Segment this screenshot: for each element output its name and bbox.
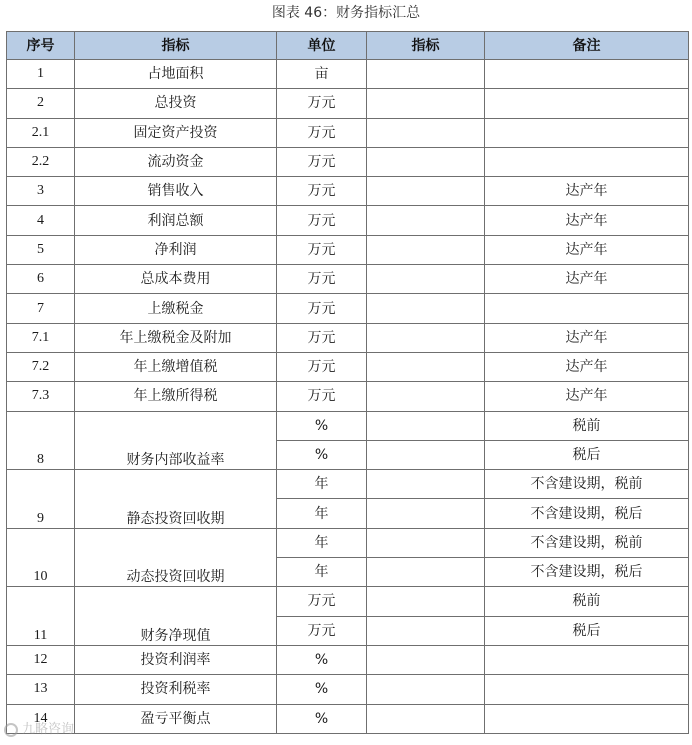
cell-serial-no: 3 <box>7 177 75 206</box>
cell-value <box>367 645 485 674</box>
table-row <box>7 411 689 440</box>
table-row <box>7 645 689 674</box>
cell-indicator: 财务内部收益率 <box>75 411 277 470</box>
cell-unit: 万元 <box>277 265 367 294</box>
cell-serial-no: 4 <box>7 206 75 235</box>
cell-unit: 万元 <box>277 616 367 645</box>
table-row <box>7 206 689 235</box>
cell-value <box>367 89 485 118</box>
cell-remarks <box>485 60 689 89</box>
cell-value <box>367 206 485 235</box>
cell-indicator: 财务净现值 <box>75 587 277 646</box>
cell-indicator: 流动资金 <box>75 147 277 176</box>
table-row <box>7 528 689 557</box>
cell-serial-no: 5 <box>7 235 75 264</box>
cell-remarks <box>485 704 689 733</box>
cell-value <box>367 411 485 440</box>
cell-value <box>367 118 485 147</box>
table-row <box>7 294 689 323</box>
cell-unit: 亩 <box>277 60 367 89</box>
cell-indicator: 投资利税率 <box>75 675 277 704</box>
table-row <box>7 470 689 499</box>
cell-remarks: 税后 <box>485 616 689 645</box>
cell-value <box>367 235 485 264</box>
cell-remarks <box>485 675 689 704</box>
cell-remarks: 税后 <box>485 440 689 469</box>
table-caption: 图表 46：财务指标汇总 <box>271 5 421 21</box>
cell-serial-no: 6 <box>7 265 75 294</box>
cell-value <box>367 528 485 557</box>
cell-remarks: 达产年 <box>485 206 689 235</box>
cell-indicator: 投资利润率 <box>75 645 277 674</box>
cell-value <box>367 440 485 469</box>
table-header-row <box>7 32 689 60</box>
table-row <box>7 60 689 89</box>
table-row <box>7 587 689 616</box>
table-row <box>7 382 689 411</box>
cell-value <box>367 616 485 645</box>
cell-remarks: 达产年 <box>485 235 689 264</box>
cell-serial-no: 14 <box>7 704 75 733</box>
cell-unit: 万元 <box>277 294 367 323</box>
cell-serial-no: 7.2 <box>7 352 75 381</box>
cell-value <box>367 499 485 528</box>
cell-serial-no: 9 <box>7 470 75 529</box>
table-row <box>7 118 689 147</box>
cell-remarks: 达产年 <box>485 352 689 381</box>
cell-indicator: 总投资 <box>75 89 277 118</box>
cell-remarks: 不含建设期，税前 <box>485 470 689 499</box>
cell-unit: 年 <box>277 499 367 528</box>
cell-value <box>367 352 485 381</box>
header-remarks: 备注 <box>485 32 689 60</box>
watermark <box>4 720 74 740</box>
cell-indicator: 占地面积 <box>75 60 277 89</box>
watermark-text: 九略咨询 <box>22 722 75 737</box>
cell-unit: 万元 <box>277 177 367 206</box>
cell-indicator: 销售收入 <box>75 177 277 206</box>
cell-indicator: 盈亏平衡点 <box>75 704 277 733</box>
cell-serial-no: 7.3 <box>7 382 75 411</box>
cell-indicator: 年上缴增值税 <box>75 352 277 381</box>
cell-unit: % <box>277 440 367 469</box>
cell-serial-no: 1 <box>7 60 75 89</box>
cell-remarks <box>485 147 689 176</box>
cell-unit: 万元 <box>277 352 367 381</box>
cell-value <box>367 294 485 323</box>
cell-unit: 万元 <box>277 89 367 118</box>
cell-indicator: 动态投资回收期 <box>75 528 277 587</box>
header-indicator: 指标 <box>75 32 277 60</box>
cell-unit: 万元 <box>277 382 367 411</box>
table-row <box>7 89 689 118</box>
cell-remarks: 不含建设期，税前 <box>485 528 689 557</box>
cell-remarks <box>485 89 689 118</box>
table-row <box>7 704 689 733</box>
cell-unit: % <box>277 675 367 704</box>
cell-remarks: 达产年 <box>485 177 689 206</box>
cell-unit: 万元 <box>277 147 367 176</box>
cell-unit: 年 <box>277 470 367 499</box>
cell-value <box>367 675 485 704</box>
cell-value <box>367 558 485 587</box>
cell-unit: 万元 <box>277 587 367 616</box>
cell-remarks: 达产年 <box>485 323 689 352</box>
cell-indicator: 年上缴所得税 <box>75 382 277 411</box>
cell-remarks: 税前 <box>485 587 689 616</box>
cell-value <box>367 265 485 294</box>
table-row <box>7 147 689 176</box>
cell-remarks: 税前 <box>485 411 689 440</box>
watermark-logo-icon <box>4 723 18 737</box>
cell-indicator: 净利润 <box>75 235 277 264</box>
cell-unit: 万元 <box>277 323 367 352</box>
cell-serial-no: 8 <box>7 411 75 470</box>
header-unit: 单位 <box>277 32 367 60</box>
cell-value <box>367 147 485 176</box>
cell-value <box>367 177 485 206</box>
table-row <box>7 675 689 704</box>
table-row <box>7 177 689 206</box>
cell-unit: 年 <box>277 558 367 587</box>
cell-unit: % <box>277 645 367 674</box>
cell-remarks: 不含建设期，税后 <box>485 558 689 587</box>
cell-value <box>367 323 485 352</box>
cell-serial-no: 13 <box>7 675 75 704</box>
cell-serial-no: 2.2 <box>7 147 75 176</box>
cell-value <box>367 587 485 616</box>
cell-serial-no: 11 <box>7 587 75 646</box>
cell-serial-no: 12 <box>7 645 75 674</box>
cell-unit: 万元 <box>277 118 367 147</box>
cell-indicator: 利润总额 <box>75 206 277 235</box>
table-row <box>7 235 689 264</box>
cell-value <box>367 382 485 411</box>
cell-serial-no: 7 <box>7 294 75 323</box>
cell-remarks: 达产年 <box>485 382 689 411</box>
cell-serial-no: 2 <box>7 89 75 118</box>
cell-indicator: 总成本费用 <box>75 265 277 294</box>
cell-remarks <box>485 645 689 674</box>
cell-indicator: 上缴税金 <box>75 294 277 323</box>
table-row <box>7 265 689 294</box>
cell-indicator: 年上缴税金及附加 <box>75 323 277 352</box>
cell-serial-no: 7.1 <box>7 323 75 352</box>
cell-value <box>367 470 485 499</box>
cell-remarks: 不含建设期，税后 <box>485 499 689 528</box>
cell-indicator: 静态投资回收期 <box>75 470 277 529</box>
cell-remarks <box>485 118 689 147</box>
table-row <box>7 323 689 352</box>
header-indicator-value: 指标 <box>367 32 485 60</box>
cell-unit: 万元 <box>277 235 367 264</box>
cell-serial-no: 10 <box>7 528 75 587</box>
cell-value <box>367 704 485 733</box>
cell-indicator: 固定资产投资 <box>75 118 277 147</box>
cell-unit: % <box>277 411 367 440</box>
cell-unit: 年 <box>277 528 367 557</box>
cell-remarks: 达产年 <box>485 265 689 294</box>
cell-unit: % <box>277 704 367 733</box>
table-row <box>7 352 689 381</box>
cell-value <box>367 60 485 89</box>
cell-unit: 万元 <box>277 206 367 235</box>
financial-indicators-table <box>6 31 689 734</box>
header-serial-no: 序号 <box>7 32 75 60</box>
cell-serial-no: 2.1 <box>7 118 75 147</box>
cell-remarks <box>485 294 689 323</box>
